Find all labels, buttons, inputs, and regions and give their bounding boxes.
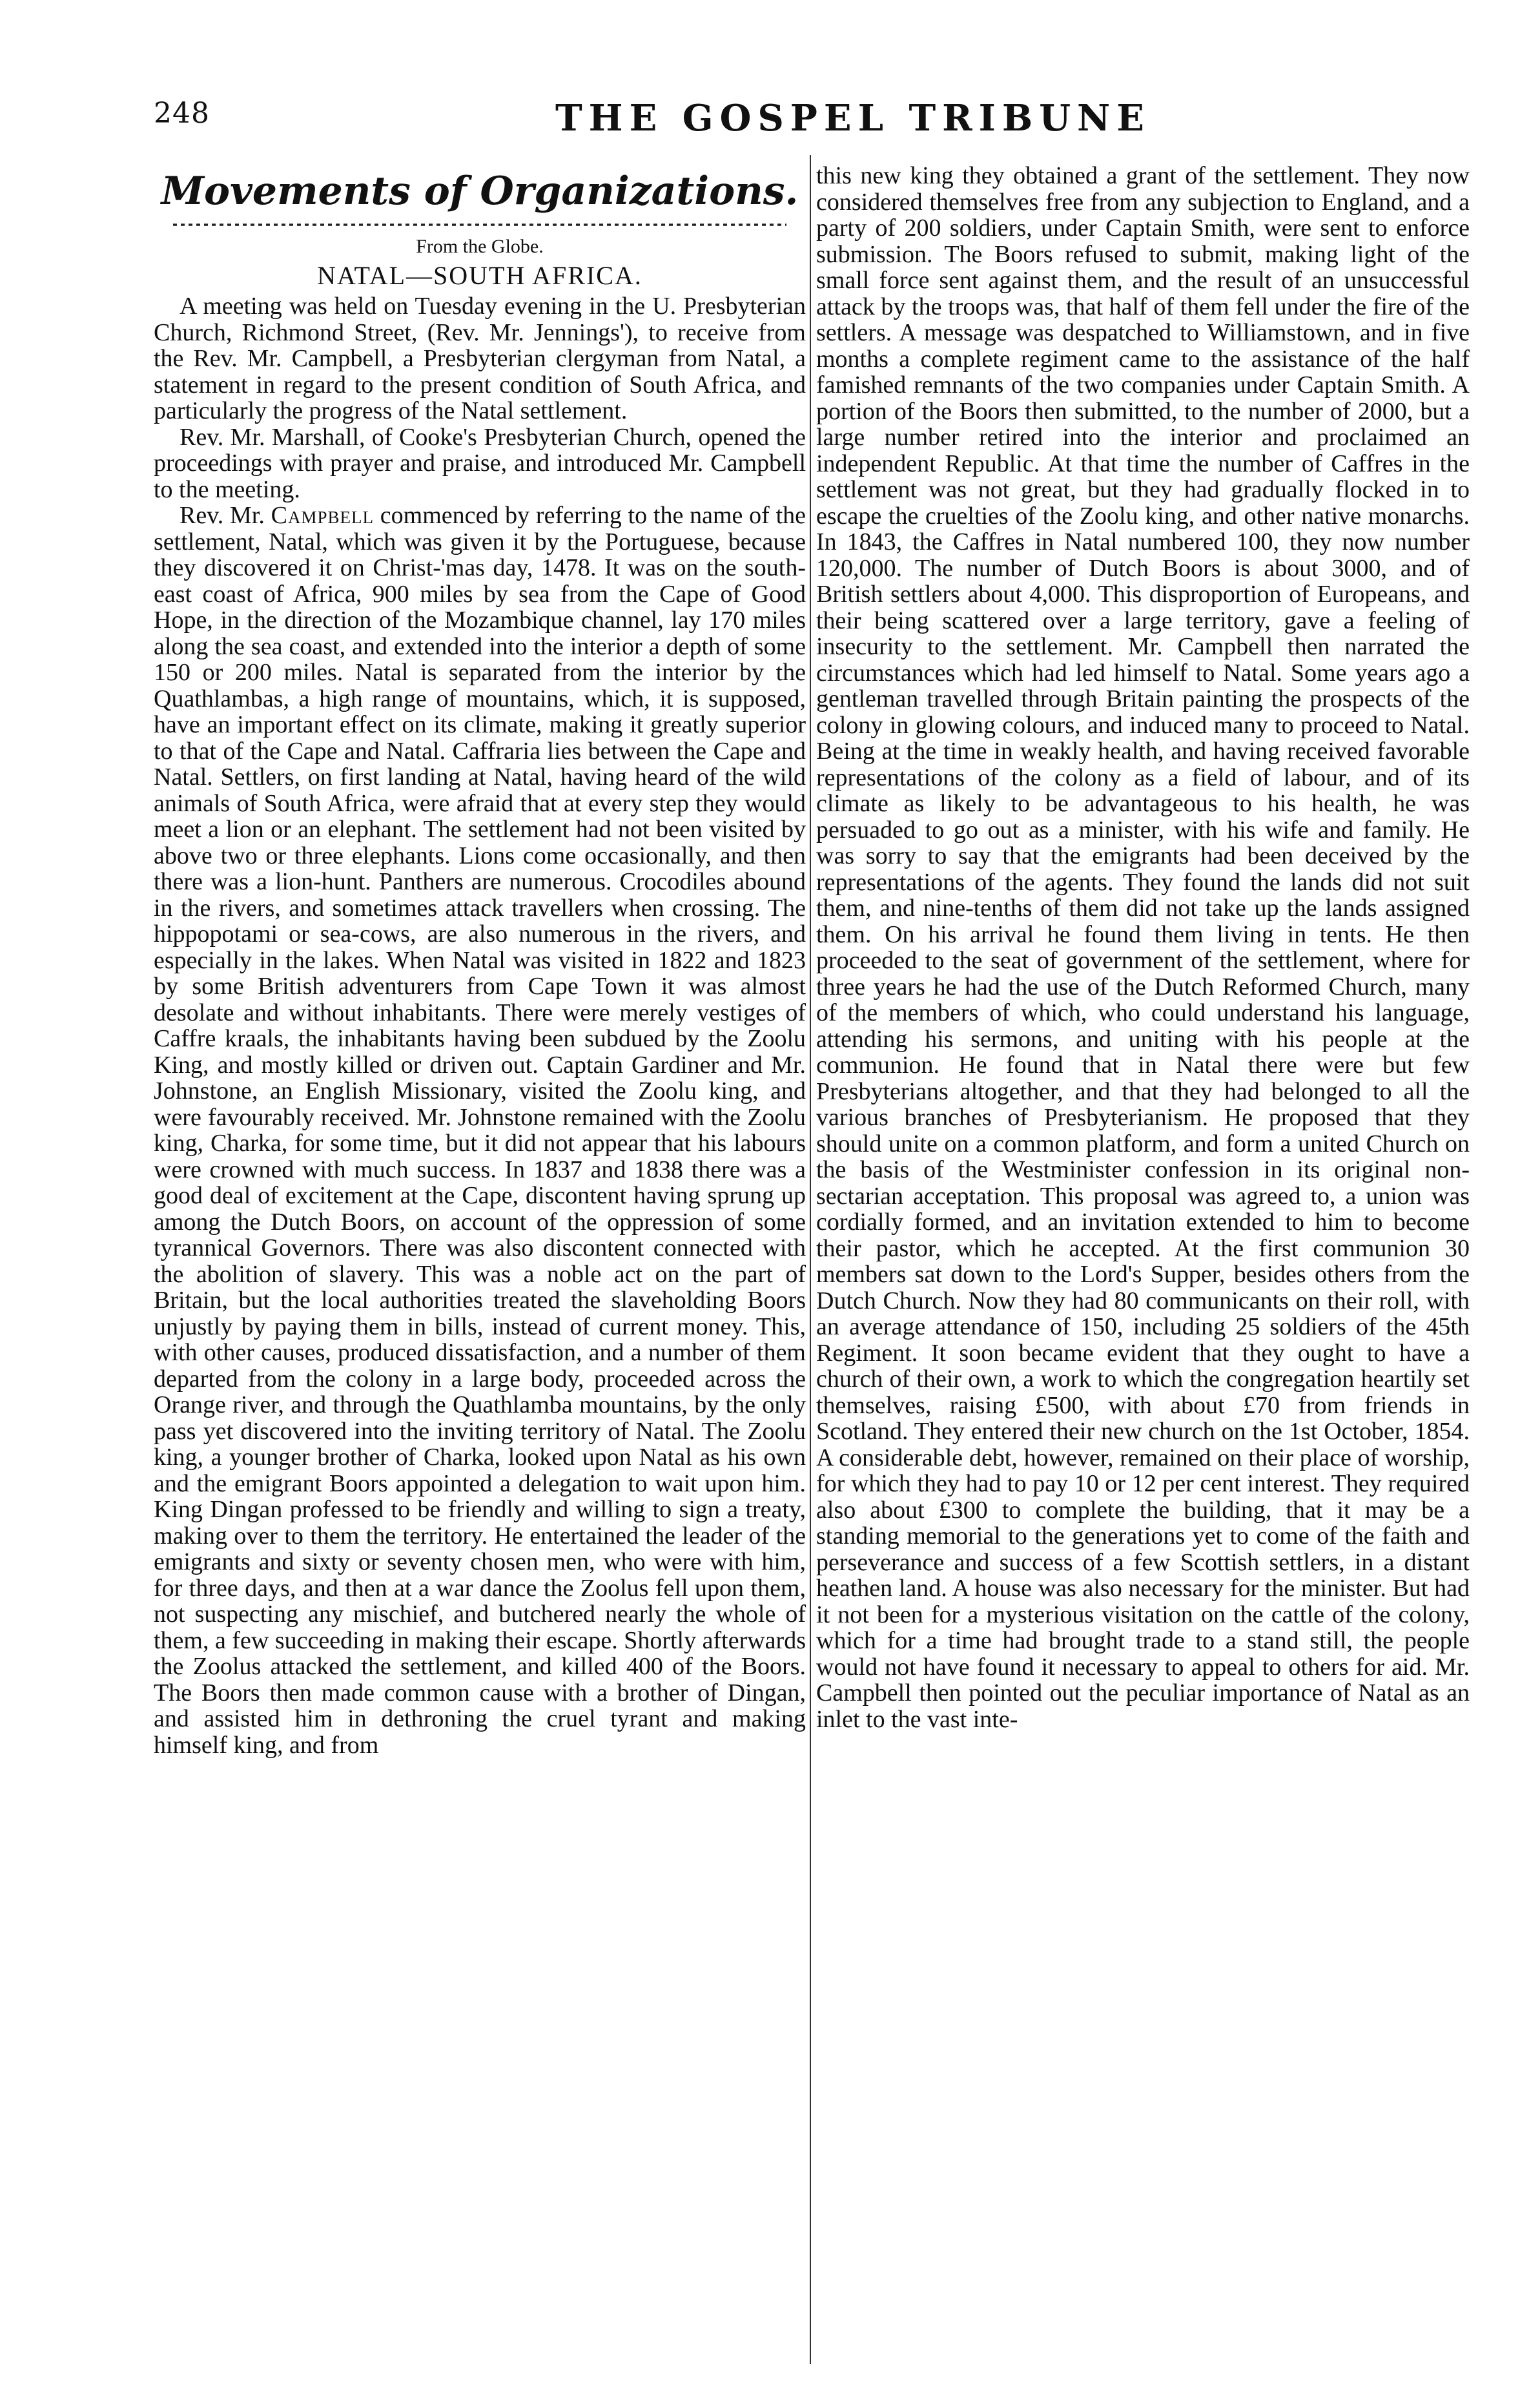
page-number: 248 — [154, 97, 210, 130]
running-title: THE GOSPEL TRIBUNE — [555, 97, 1151, 140]
speaker-name: Campbell — [271, 502, 375, 529]
paragraph: Rev. Mr. Marshall, of Cooke's Presbyterian Church, opened the proceedings with prayer and praise, and introduced Mr. Campbell to the meeting. — [154, 423, 806, 503]
page-header — [0, 97, 1540, 149]
column-divider — [810, 155, 811, 2364]
paragraph — [154, 503, 806, 1758]
right-column — [816, 163, 1470, 2372]
left-column — [154, 160, 806, 2369]
paragraph: A meeting was held on Tuesday evening in the U. Presbyterian Church, Richmond Street, (Rev. Mr. Jennings'), to receive from the Rev. Mr. Campbell, a Presbyterian clergyman from Natal, a statement in regard to the present condition of South Africa, and particularly the progress of the Natal settlement. — [154, 293, 806, 424]
decorative-rule — [173, 221, 786, 230]
paragraph-prefix: Rev. Mr. — [180, 502, 265, 529]
paragraph: this new king they obtained a grant of the settlement. They now considered themselves free from any subjection to England, and a party of 200 soldiers, under Captain Smith, were sent to enforce submission. The Boors refused to submit, making light of the small force sent against them, and the result of an unsuccessful attack by the troops was, that half of them fell under the fire of the settlers. A message was despatched to Williamstown, and in five months a complete regiment came to the assistance of the half famished remnants of the two companies under Captain Smith. A portion of the Boors then submitted, to the number of 2000, but a large number retired into the interior and proclaimed an independent Republic. At that time the number of Caffres in the settlement was not great, but they had gradually flocked in to escape the cruelties of the Zoolu king, and other native monarchs. In 1843, the Caffres in Natal numbered 100, they now number 120,000. The number of Dutch Boors is about 3000, and of British settlers about 4,000. This disproportion of Europeans, and their being scattered over a large territory, gave a feeling of insecurity to the settlement. Mr. Campbell then narrated the circumstances which had led himself to Natal. Some years ago a gentleman travelled through Britain painting the prospects of the colony in glowing colours, and induced many to proceed to Natal. Being at the time in weakly health, and having received favorable representations of the colony as a field of labour, and of its climate as likely to be advantageous to his health, he was persuaded to go out as a minister, with his wife and family. He was sorry to say that the emigrants had been deceived by the representations of the agents. They found the lands did not suit them, and nine-tenths of them did not take up the lands assigned them. On his arrival he found them living in tents. He then proceeded to the seat of government of the settlement, where for three years he had the use of the Dutch Reformed Church, many of the members of which, who could understand his language, attending his sermons, and uniting with his people at the communion. He found that in Natal there were but few Presbyterians altogether, and that they had belonged to all the various branches of Presbyterianism. He proposed that they should unite on a common platform, and form a united Church on the basis of the Westminister confession in its original non-sectarian acceptation. This proposal was agreed to, a union was cordially formed, and an invitation extended to him to become their pastor, which he accepted. At the first communion 30 members sat down to the Lord's Supper, besides others from the Dutch Church. Now they had 80 communicants on their roll, with an average attendance of 150, including 25 soldiers of the 45th Regiment. It soon became evident that they ought to have a church of their own, a work to which the congregation heartily set themselves, raising £500, with about £70 from friends in Scotland. They entered their new church on the 1st October, 1854. A considerable debt, however, remained on their place of worship, for which they had to pay 10 or 12 per cent interest. They required also about £300 to complete the building, that it may be a standing memorial to the generations yet to come of the faith and perseverance and success of a few Scottish settlers, in a distant heathen land. A house was also necessary for the minister. But had it not been for a mysterious visitation on the cattle of the colony, which for a time had brought trade to a stand still, the people would not have found it necessary to appeal to others for aid. Mr. Campbell then pointed out the peculiar importance of Natal as an inlet to the vast inte- — [816, 163, 1470, 1733]
article-heading: NATAL—SOUTH AFRICA. — [317, 261, 642, 290]
source-line: From the Globe. — [416, 236, 544, 257]
paragraph-body: commenced by referring to the name of the settlement, Natal, which was given it by the Portuguese, because they discovered it on Christ-'mas day, 1478. It was on the south-east coast of Africa, 900 miles by sea from the Cape of Good Hope, in the direction of the Mozambique channel, lay 170 miles along the sea coast, and extended into the interior a depth of some 150 or 200 miles. Natal is separated from the interior by the Quathlambas, a high range of mountains, which, it is supposed, have an important effect on its climate, making it greatly superior to that of the Cape and Natal. Caffraria lies between the Cape and Natal. Settlers, on first landing at Natal, having heard of the wild animals of South Africa, were afraid that at every step they would meet a lion or an elephant. The settlement had not been visited by above two or three elephants. Lions come occasionally, and then there was a lion-hunt. Panthers are numerous. Crocodiles abound in the rivers, and sometimes attack travellers when crossing. The hippopotami or sea-cows, are also numerous in the rivers, and especially in the lakes. When Natal was visited in 1822 and 1823 by some British adventurers from Cape Town it was almost desolate and without inhabitants. There were merely vestiges of Caffre kraals, the inhabitants having been subdued by the Zoolu King, and mostly killed or driven out. Captain Gardiner and Mr. Johnstone, an English Missionary, visited the Zoolu king, and were favourably received. Mr. Johnstone remained with the Zoolu king, Charka, for some time, but it did not appear that his labours were crowned with much success. In 1837 and 1838 there was a good deal of excitement at the Cape, discontent having sprung up among the Dutch Boors, on account of the oppression of some tyrannical Governors. There was also discontent connected with the abolition of slavery. This was a noble act on the part of Britain, but the local authorities treated the slaveholding Boors unjustly by paying them in bills, instead of current money. This, with other causes, produced dissatisfaction, and a number of them departed from the colony in a large body, proceeded across the Orange river, and through the Quathlamba mountains, by the only pass yet discovered into the inviting territory of Natal. The Zoolu king, a younger brother of Charka, looked upon Natal as his own and the emigrant Boors appointed a delegation to wait upon him. King Dingan professed to be friendly and willing to sign a treaty, making over to them the territory. He entertained the leader of the emigrants and sixty or seventy chosen men, who were with him, for three days, and then at a war dance the Zoolus fell upon them, not suspecting any mischief, and butchered nearly the whole of them, a few succeeding in making their escape. Shortly afterwards the Zoolus attacked the settlement, and killed 400 of the Boors. The Boors then made common cause with a brother of Dingan, and assisted him in dethroning the cruel tyrant and making himself king, and from — [154, 502, 806, 1759]
section-title: Movements of Organizations. — [161, 169, 799, 214]
